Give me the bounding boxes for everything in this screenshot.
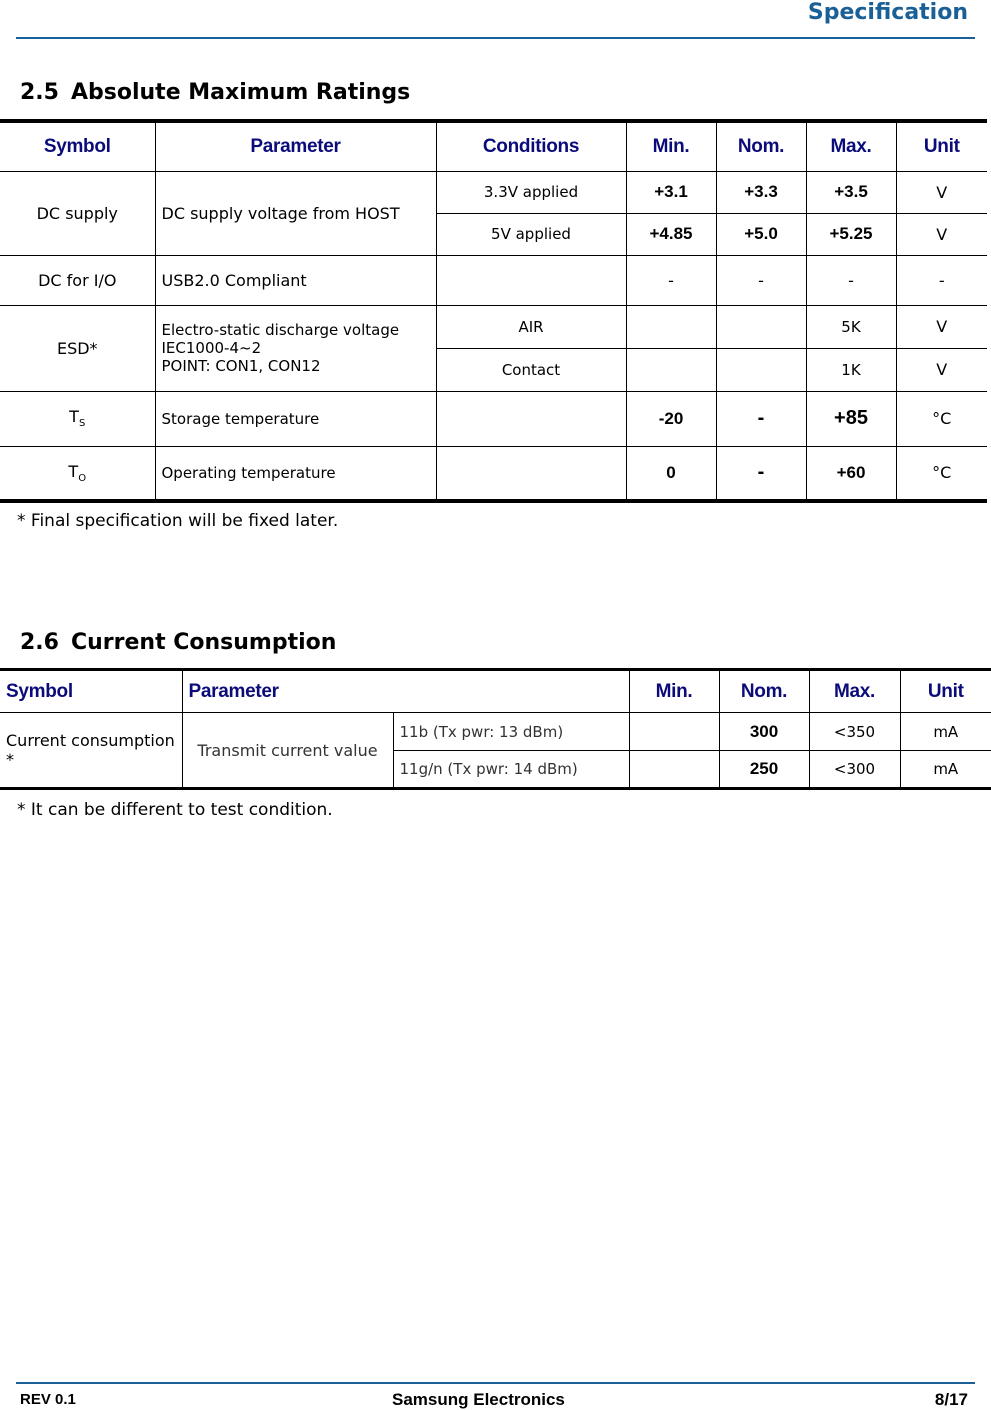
cell-nom: +3.3 [716, 171, 806, 213]
col-header-unit: Unit [896, 121, 987, 171]
cell-min: -20 [626, 391, 716, 446]
cell-parameter [155, 305, 436, 391]
table-header-row [0, 670, 991, 713]
cell-condition: 11b (Tx pwr: 13 dBm) [393, 713, 629, 751]
symbol-subscript: S [78, 418, 86, 430]
cell-parameter: Storage temperature [155, 391, 436, 446]
table-row [0, 446, 987, 501]
cell-parameter: USB2.0 Compliant [155, 255, 436, 305]
cell-min [629, 751, 719, 789]
cell-condition: 11g/n (Tx pwr: 14 dBm) [393, 751, 629, 789]
symbol-main: T [68, 461, 79, 481]
section-number: 2.6 [20, 630, 59, 655]
col-header-parameter: Parameter [155, 121, 436, 171]
table-row [0, 171, 987, 213]
cell-conditions [436, 446, 626, 501]
col-header-symbol: Symbol [0, 121, 155, 171]
cell-conditions: 3.3V applied [436, 171, 626, 213]
cell-min: +4.85 [626, 213, 716, 255]
col-header-unit: Unit [900, 670, 991, 713]
col-header-min: Min. [629, 670, 719, 713]
cell-max: +3.5 [806, 171, 896, 213]
cell-min [626, 348, 716, 391]
cell-max: 1K [806, 348, 896, 391]
col-header-conditions: Conditions [436, 121, 626, 171]
footer-page-number: 8/17 [934, 1390, 968, 1409]
col-header-max: Max. [806, 121, 896, 171]
col-header-nom: Nom. [716, 121, 806, 171]
cell-unit: V [896, 171, 987, 213]
cell-symbol: DC for I/O [0, 255, 155, 305]
table-header-row [0, 121, 987, 171]
cell-nom: 300 [719, 713, 809, 751]
page-header-title: Specification [807, 0, 968, 25]
table-row [0, 713, 991, 751]
col-header-max: Max. [809, 670, 900, 713]
current-consumption-table [0, 668, 991, 790]
symbol-main: T [69, 407, 79, 427]
section-number: 2.5 [20, 80, 59, 105]
cell-min [626, 305, 716, 348]
table-row [0, 391, 987, 446]
cell-nom [716, 305, 806, 348]
cell-unit: V [896, 305, 987, 348]
table-row [0, 255, 987, 305]
section-2-5-footnote: * Final specification will be fixed later. [17, 511, 339, 531]
cell-max: 5K [806, 305, 896, 348]
cell-conditions: 5V applied [436, 213, 626, 255]
cell-conditions [436, 255, 626, 305]
cell-unit: mA [900, 751, 991, 789]
cell-symbol: ESD* [0, 305, 155, 391]
footer-revision: REV 0.1 [20, 1391, 76, 1408]
cell-max: +5.25 [806, 213, 896, 255]
table-row [0, 305, 987, 348]
cell-parameter: Transmit current value [182, 713, 393, 789]
footer-divider [16, 1382, 975, 1384]
cell-max: <300 [809, 751, 900, 789]
cell-nom: +5.0 [716, 213, 806, 255]
parameter-line: Electro-static discharge voltage [161, 321, 400, 339]
cell-symbol [0, 391, 155, 446]
cell-nom [716, 348, 806, 391]
cell-symbol: DC supply [0, 171, 155, 255]
cell-max: +85 [806, 391, 896, 446]
section-title: Absolute Maximum Ratings [70, 80, 411, 105]
cell-conditions [436, 391, 626, 446]
cell-max: +60 [806, 446, 896, 501]
cell-unit: °C [896, 446, 987, 501]
cell-min: 0 [626, 446, 716, 501]
cell-min: - [626, 255, 716, 305]
footer-company: Samsung Electronics [392, 1390, 565, 1409]
section-2-6-heading [20, 630, 336, 655]
cell-nom: 250 [719, 751, 809, 789]
absolute-max-ratings-table [0, 119, 987, 503]
cell-conditions: Contact [436, 348, 626, 391]
col-header-min: Min. [626, 121, 716, 171]
cell-unit: - [896, 255, 987, 305]
cell-unit: V [896, 213, 987, 255]
cell-max: - [806, 255, 896, 305]
parameter-line: POINT: CON1, CON12 [161, 357, 321, 375]
cell-min [629, 713, 719, 751]
col-header-parameter: Parameter [182, 670, 629, 713]
cell-min: +3.1 [626, 171, 716, 213]
cell-nom: - [716, 446, 806, 501]
header-divider [16, 37, 975, 39]
cell-conditions: AIR [436, 305, 626, 348]
cell-symbol [0, 446, 155, 501]
cell-symbol: Current consumption * [0, 713, 182, 789]
symbol-subscript: O [78, 472, 87, 484]
col-header-nom: Nom. [719, 670, 809, 713]
section-title: Current Consumption [70, 630, 337, 655]
section-2-5-heading [20, 80, 410, 105]
cell-nom: - [716, 255, 806, 305]
cell-unit: V [896, 348, 987, 391]
cell-unit: °C [896, 391, 987, 446]
cell-unit: mA [900, 713, 991, 751]
parameter-line: IEC1000-4~2 [161, 339, 262, 357]
cell-nom: - [716, 391, 806, 446]
cell-parameter: Operating temperature [155, 446, 436, 501]
section-2-6-footnote: * It can be different to test condition. [17, 800, 333, 820]
cell-parameter: DC supply voltage from HOST [155, 171, 436, 255]
col-header-symbol: Symbol [0, 670, 182, 713]
cell-max: <350 [809, 713, 900, 751]
